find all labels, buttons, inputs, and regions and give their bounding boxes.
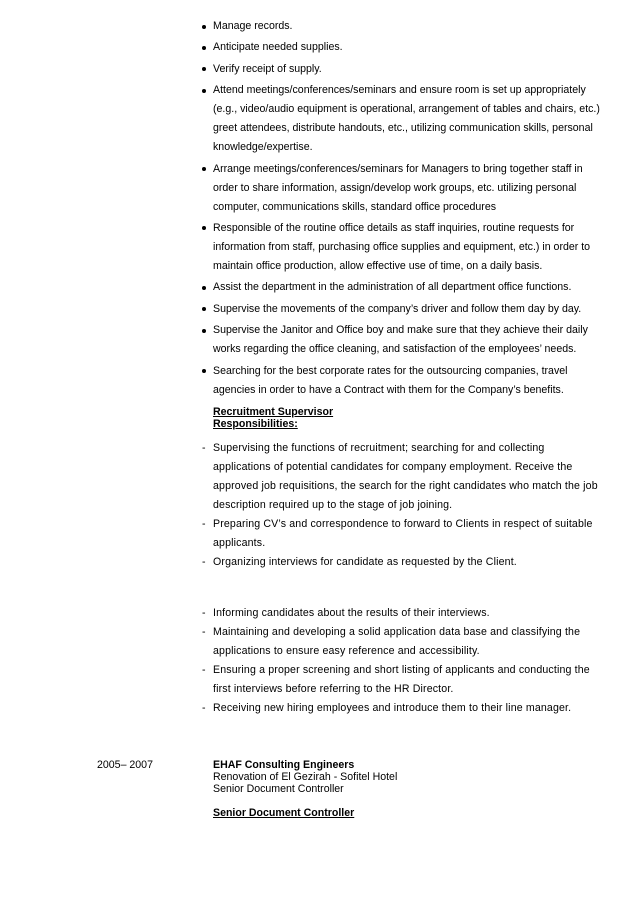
list-item: Supervise the movements of the company’s driver and follow them day by day. <box>200 300 600 319</box>
employment-period: 2005– 2007 <box>97 759 153 771</box>
responsibilities-heading: Responsibilities: <box>213 418 298 430</box>
list-item: Verify receipt of supply. <box>200 60 600 79</box>
list-item: Anticipate needed supplies. <box>200 38 600 57</box>
list-item: Arrange meetings/conferences/seminars for Managers to bring together staff in order to share information, assign/develop work groups, etc. utilizing personal computer, communications skills, standard office procedures <box>200 160 600 217</box>
list-item: - Receiving new hiring employees and introduce them to their line manager. <box>200 699 600 718</box>
list-item: Assist the department in the administration of all department office functions. <box>200 278 600 297</box>
recruitment-list-a <box>200 439 600 572</box>
list-item: - Supervising the functions of recruitment; searching for and collecting applications of potential candidates for company employment. Receive the approved job requisitions, the search for the right candidates who match the job description required up to the stage of job joining. <box>200 439 600 515</box>
company-name: EHAF Consulting Engineers <box>213 759 355 771</box>
position-title: Senior Document Controller <box>213 783 344 795</box>
project-name: Renovation of El Gezirah - Sofitel Hotel <box>213 771 398 783</box>
list-item: Manage records. <box>200 17 600 36</box>
list-item: Responsible of the routine office details as staff inquiries, routine requests for information from staff, purchasing office supplies and equipment, etc.) in order to maintain office production, allow effective use of time, on a daily basis. <box>200 219 600 276</box>
recruitment-title: Recruitment Supervisor <box>213 406 334 418</box>
recruitment-list-b <box>200 604 600 718</box>
duties-bullet-list <box>200 17 600 402</box>
list-item: - Organizing interviews for candidate as requested by the Client. <box>200 553 600 572</box>
list-item: - Preparing CV’s and correspondence to forward to Clients in respect of suitable applicants. <box>200 515 600 553</box>
role-heading: Senior Document Controller <box>213 807 355 819</box>
list-item: Attend meetings/conferences/seminars and ensure room is set up appropriately (e.g., video/audio equipment is operational, arrangement of tables and chairs, etc.) greet attendees, distribute handouts, etc., utilizing communication skills, personal knowledge/expertise. <box>200 81 600 157</box>
list-item: - Ensuring a proper screening and short listing of applicants and conducting the first interviews before referring to the HR Director. <box>200 661 600 699</box>
list-item: Supervise the Janitor and Office boy and make sure that they achieve their daily works regarding the office cleaning, and satisfaction of the employees’ needs. <box>200 321 600 359</box>
list-item: - Informing candidates about the results of their interviews. <box>200 604 600 623</box>
list-item: Searching for the best corporate rates for the outsourcing companies, travel agencies in order to have a Contract with them for the Company’s benefits. <box>200 362 600 400</box>
list-item: - Maintaining and developing a solid application data base and classifying the applications to ensure easy reference and accessibility. <box>200 623 600 661</box>
